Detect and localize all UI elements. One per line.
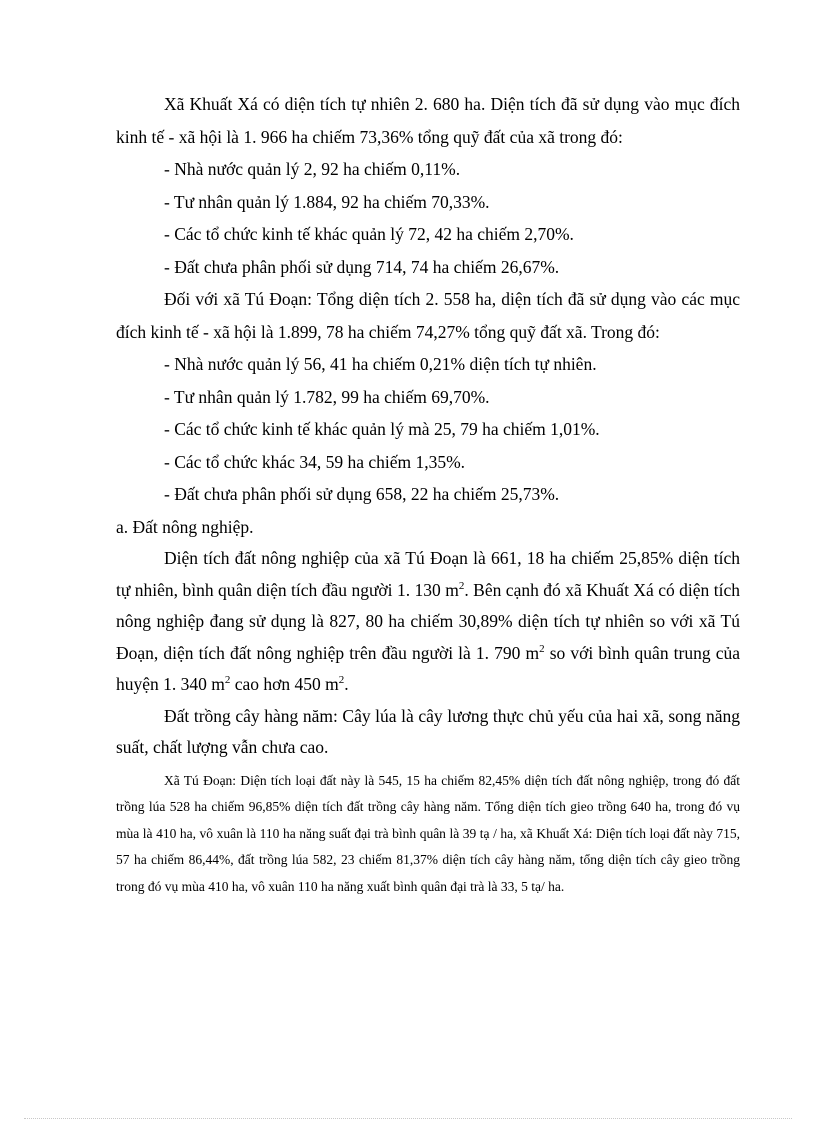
superscript-2: 2 — [224, 674, 231, 687]
agricultural-land-paragraph — [116, 543, 740, 701]
khuat-xa-item-private: - Tư nhân quản lý 1.884, 92 ha chiếm 70,33%. — [164, 191, 490, 212]
khuat-xa-item-unallocated: - Đất chưa phân phối sử dụng 714, 74 ha chiếm 26,67%. — [164, 256, 560, 277]
tu-doan-intro-paragraph: Đối với xã Tú Đoạn: Tổng diện tích 2. 558 ha, diện tích đã sử dụng vào các mục đích kinh tế - xã hội là 1.899, 78 ha chiếm 74,27% tổng quỹ đất xã. Trong đó: — [116, 289, 740, 342]
page-bottom-divider — [24, 1118, 792, 1119]
superscript-2: 2 — [458, 579, 465, 592]
agri-text-1: Diện tích đất nông nghiệp của xã Tú Đoạn là 661, 18 ha chiếm 25,85% diện tích tự nhiên, bình quân diện tích đầu người 1. 130 m — [116, 548, 740, 600]
small-print-paragraph: Xã Tú Đoạn: Diện tích loại đất này là 545, 15 ha chiếm 82,45% diện tích đất nông nghiệp, trong đó đất trồng lúa 528 ha chiếm 96,85% diện tích đất trồng cây hàng năm. Tổng diện tích gieo trồng 640 ha, trong đó vụ mùa là 410 ha, vô xuân là 110 ha năng suất đại trà bình quân là 39 tạ / ha, xã Khuất Xá: Diện tích loại đất này 715, 57 ha chiếm 86,44%, đất trồng lúa 582, 23 chiếm 81,37% diện tích cây hàng năm, tổng diện tích cây gieo trồng trong đó vụ mùa 410 ha, vô xuân 110 ha năng xuất bình quân đại trà là 33, 5 tạ/ ha. — [116, 772, 740, 894]
tu-doan-item-economic-orgs: - Các tổ chức kinh tế khác quản lý mà 25, 79 ha chiếm 1,01%. — [164, 419, 600, 439]
tu-doan-item-private: - Tư nhân quản lý 1.782, 99 ha chiếm 69,70%. — [164, 386, 490, 407]
superscript-2: 2 — [338, 674, 345, 687]
khuat-xa-intro-paragraph: Xã Khuất Xá có diện tích tự nhiên 2. 680 ha. Diện tích đã sử dụng vào mục đích kinh tế - xã hội là 1. 966 ha chiếm 73,36% tổng quỹ đất của xã trong đó: — [116, 94, 740, 147]
tu-doan-item-other-orgs: - Các tổ chức khác 34, 59 ha chiếm 1,35%. — [164, 451, 466, 472]
document-body — [116, 88, 740, 900]
agri-text-5: . — [344, 674, 349, 694]
tu-doan-item-state: - Nhà nước quản lý 56, 41 ha chiếm 0,21% diện tích tự nhiên. — [164, 354, 597, 374]
agri-text-4: cao hơn 450 m — [230, 674, 339, 694]
khuat-xa-item-state: - Nhà nước quản lý 2, 92 ha chiếm 0,11%. — [164, 159, 461, 179]
agri-text-2: . Bên cạnh đó xã Khuất Xá có diện tích nông nghiệp đang sử dụng là 827, 80 ha chiếm 30,89% diện tích tự nhiên so với xã Tú Đoạn, diện tích đất nông nghiệp trên đầu người là 1. 790 m — [116, 579, 740, 663]
tu-doan-item-unallocated: - Đất chưa phân phối sử dụng 658, 22 ha chiếm 25,73%. — [164, 484, 560, 504]
section-heading-agricultural-land: a. Đất nông nghiệp. — [116, 516, 254, 537]
annual-crops-paragraph: Đất trồng cây hàng năm: Cây lúa là cây lương thực chủ yếu của hai xã, song năng suất, chất lượng vẫn chưa cao. — [116, 705, 740, 757]
khuat-xa-item-economic-orgs: - Các tổ chức kinh tế khác quản lý 72, 42 ha chiếm 2,70%. — [164, 224, 574, 244]
superscript-2: 2 — [539, 642, 545, 655]
agri-text-3: so với bình quân trung của huyện 1. 340 m — [116, 642, 740, 694]
